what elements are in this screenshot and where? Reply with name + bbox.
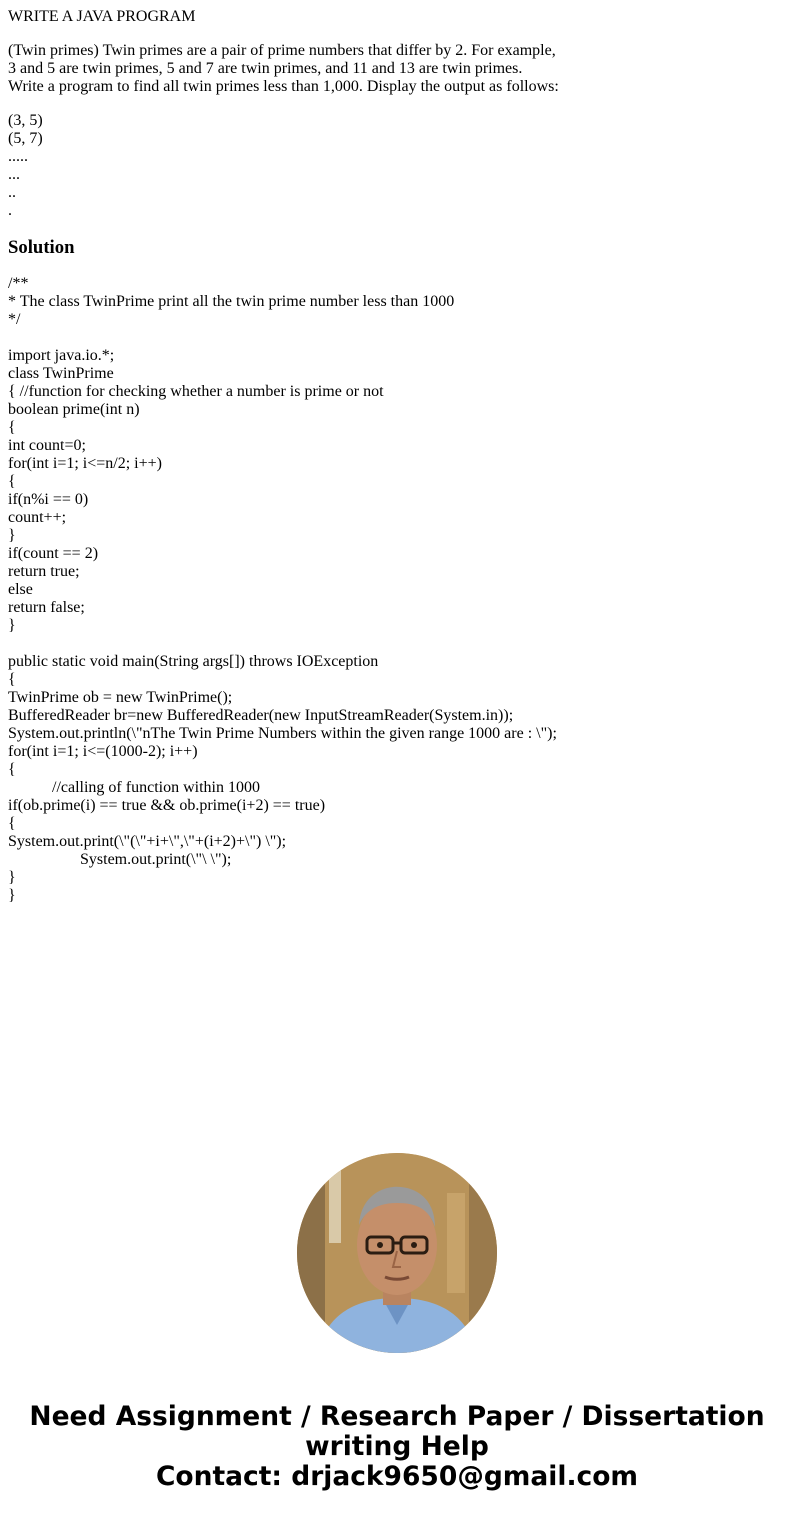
- question-paragraph-line: Write a program to find all twin primes less than 1,000. Display the output as follows:: [8, 78, 559, 95]
- code-line: boolean prime(int n): [8, 401, 140, 418]
- code-line: public static void main(String args[]) throws IOException: [8, 653, 379, 670]
- code-line: }: [8, 869, 16, 886]
- output-example-line: ..: [8, 184, 16, 201]
- promo-line-1: Need Assignment / Research Paper / Dissertation: [29, 1401, 765, 1432]
- code-line: if(ob.prime(i) == true && ob.prime(i+2) == true): [8, 797, 326, 814]
- code-line: }: [8, 617, 16, 634]
- promo-banner: [0, 1402, 794, 1492]
- output-example-line: .....: [8, 148, 28, 165]
- author-avatar: [297, 1153, 497, 1353]
- code-comment-line: * The class TwinPrime print all the twin prime number less than 1000: [8, 293, 455, 310]
- code-line: if(count == 2): [8, 545, 99, 562]
- document-body: [8, 8, 788, 905]
- code-line: {: [8, 761, 16, 778]
- code-line: return true;: [8, 563, 80, 580]
- code-comment-line: */: [8, 311, 21, 328]
- code-line: import java.io.*;: [8, 347, 115, 364]
- code-line: { //function for checking whether a number is prime or not: [8, 383, 384, 400]
- code-line: }: [8, 527, 16, 544]
- code-line: class TwinPrime: [8, 365, 114, 382]
- question-title: WRITE A JAVA PROGRAM: [8, 8, 196, 25]
- code-line: System.out.println(\"nThe Twin Prime Numbers within the given range 1000 are : \");: [8, 725, 557, 742]
- author-portrait-image: [297, 1153, 497, 1353]
- code-line: int count=0;: [8, 437, 86, 454]
- code-block-prime-function: [8, 347, 788, 635]
- question-paragraph-line: (Twin primes) Twin primes are a pair of prime numbers that differ by 2. For example,: [8, 42, 556, 59]
- code-line: {: [8, 671, 16, 688]
- promo-line-2: writing Help: [305, 1431, 489, 1462]
- code-line: //calling of function within 1000: [8, 779, 260, 796]
- code-line: else: [8, 581, 33, 598]
- code-line: if(n%i == 0): [8, 491, 89, 508]
- code-line: }: [8, 887, 16, 904]
- code-line: for(int i=1; i<=(1000-2); i++): [8, 743, 198, 760]
- promo-contact-line: Contact: drjack9650@gmail.com: [155, 1461, 639, 1492]
- code-line: {: [8, 473, 16, 490]
- code-block-main-method: [8, 653, 788, 905]
- output-example-line: ...: [8, 166, 20, 183]
- code-line: BufferedReader br=new BufferedReader(new InputStreamReader(System.in));: [8, 707, 514, 724]
- code-comment-line: /**: [8, 275, 29, 292]
- code-line: System.out.print(\"\ \");: [8, 851, 232, 868]
- code-line: {: [8, 815, 16, 832]
- output-example-line: (5, 7): [8, 130, 43, 147]
- question-paragraph-line: 3 and 5 are twin primes, 5 and 7 are twin primes, and 11 and 13 are twin primes.: [8, 60, 523, 77]
- output-example-line: .: [8, 202, 12, 219]
- code-line: count++;: [8, 509, 67, 526]
- code-line: {: [8, 419, 16, 436]
- code-line: System.out.print(\"(\"+i+\",\"+(i+2)+\") \");: [8, 833, 287, 850]
- code-line: return false;: [8, 599, 85, 616]
- solution-heading: Solution: [8, 237, 75, 258]
- output-example-line: (3, 5): [8, 112, 43, 129]
- code-line: TwinPrime ob = new TwinPrime();: [8, 689, 233, 706]
- code-line: for(int i=1; i<=n/2; i++): [8, 455, 162, 472]
